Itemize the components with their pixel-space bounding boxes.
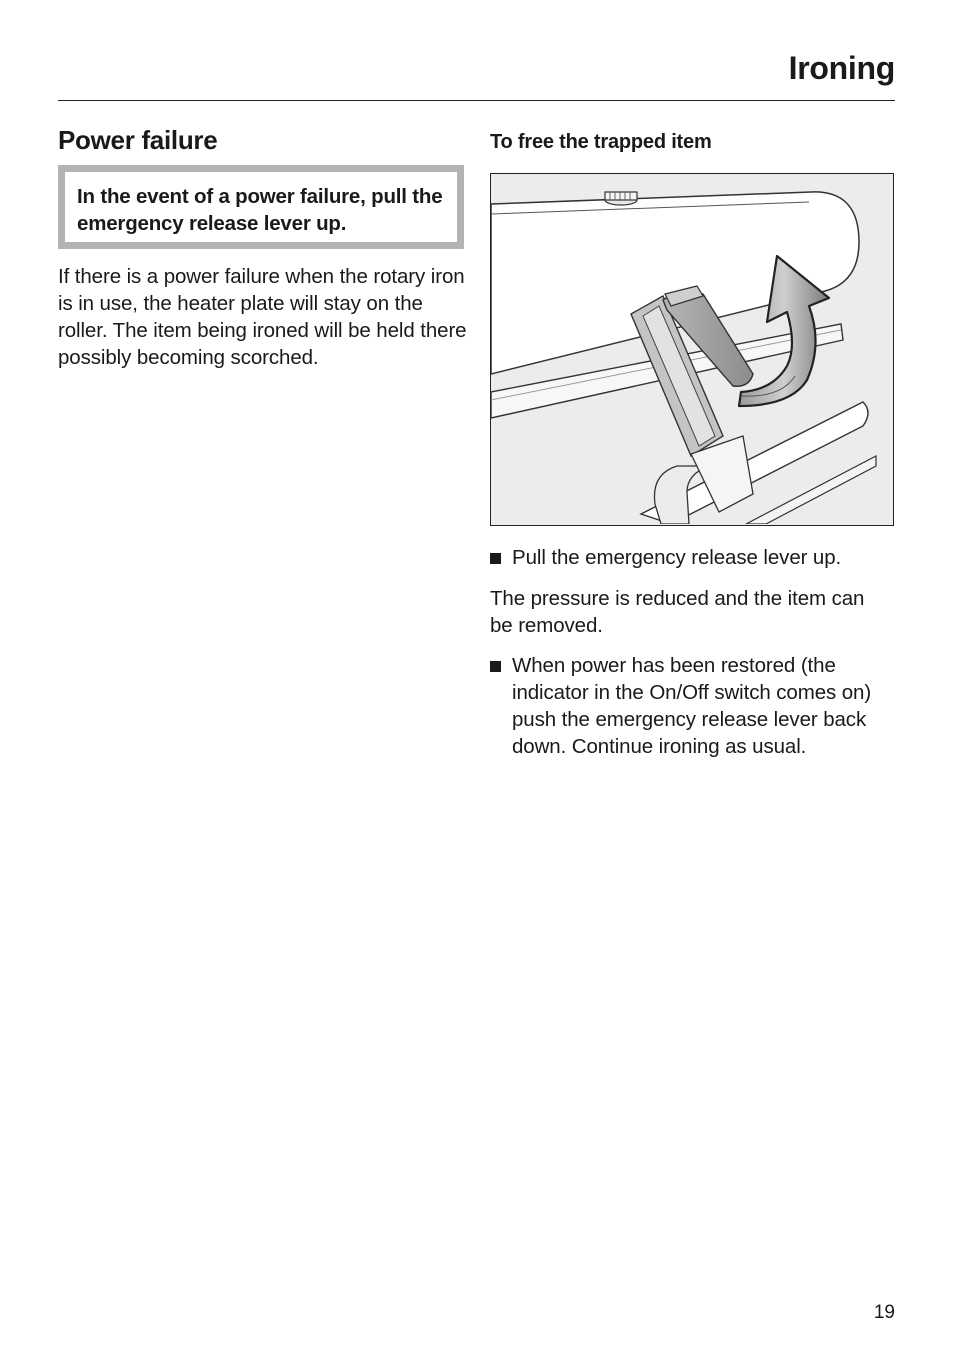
bullet-square-icon xyxy=(490,661,501,672)
pressure-reduced-paragraph: The pressure is reduced and the item can be removed. xyxy=(490,587,865,637)
section-heading-power-failure: Power failure xyxy=(58,125,218,155)
warning-text: In the event of a power failure, pull the emergency release lever up. xyxy=(77,185,443,235)
header-divider xyxy=(58,100,895,101)
chapter-title: Ironing xyxy=(788,50,895,86)
power-failure-paragraph: If there is a power failure when the rotary iron is in use, the heater plate will stay on the roller. The item being ironed will be held there possibly becoming scorched. xyxy=(58,265,467,369)
bullet-square-icon xyxy=(490,553,501,564)
warning-box xyxy=(58,165,464,249)
subheading-free-trapped-item: To free the trapped item xyxy=(490,131,712,153)
bullet-text: Pull the emergency release lever up. xyxy=(512,546,842,569)
emergency-release-illustration xyxy=(490,173,894,526)
page-number: 19 xyxy=(873,1302,895,1323)
bullet-text: When power has been restored (the indicator in the On/Off switch comes on) push the emergency release lever back down. Continue ironing as usual. xyxy=(512,654,872,758)
